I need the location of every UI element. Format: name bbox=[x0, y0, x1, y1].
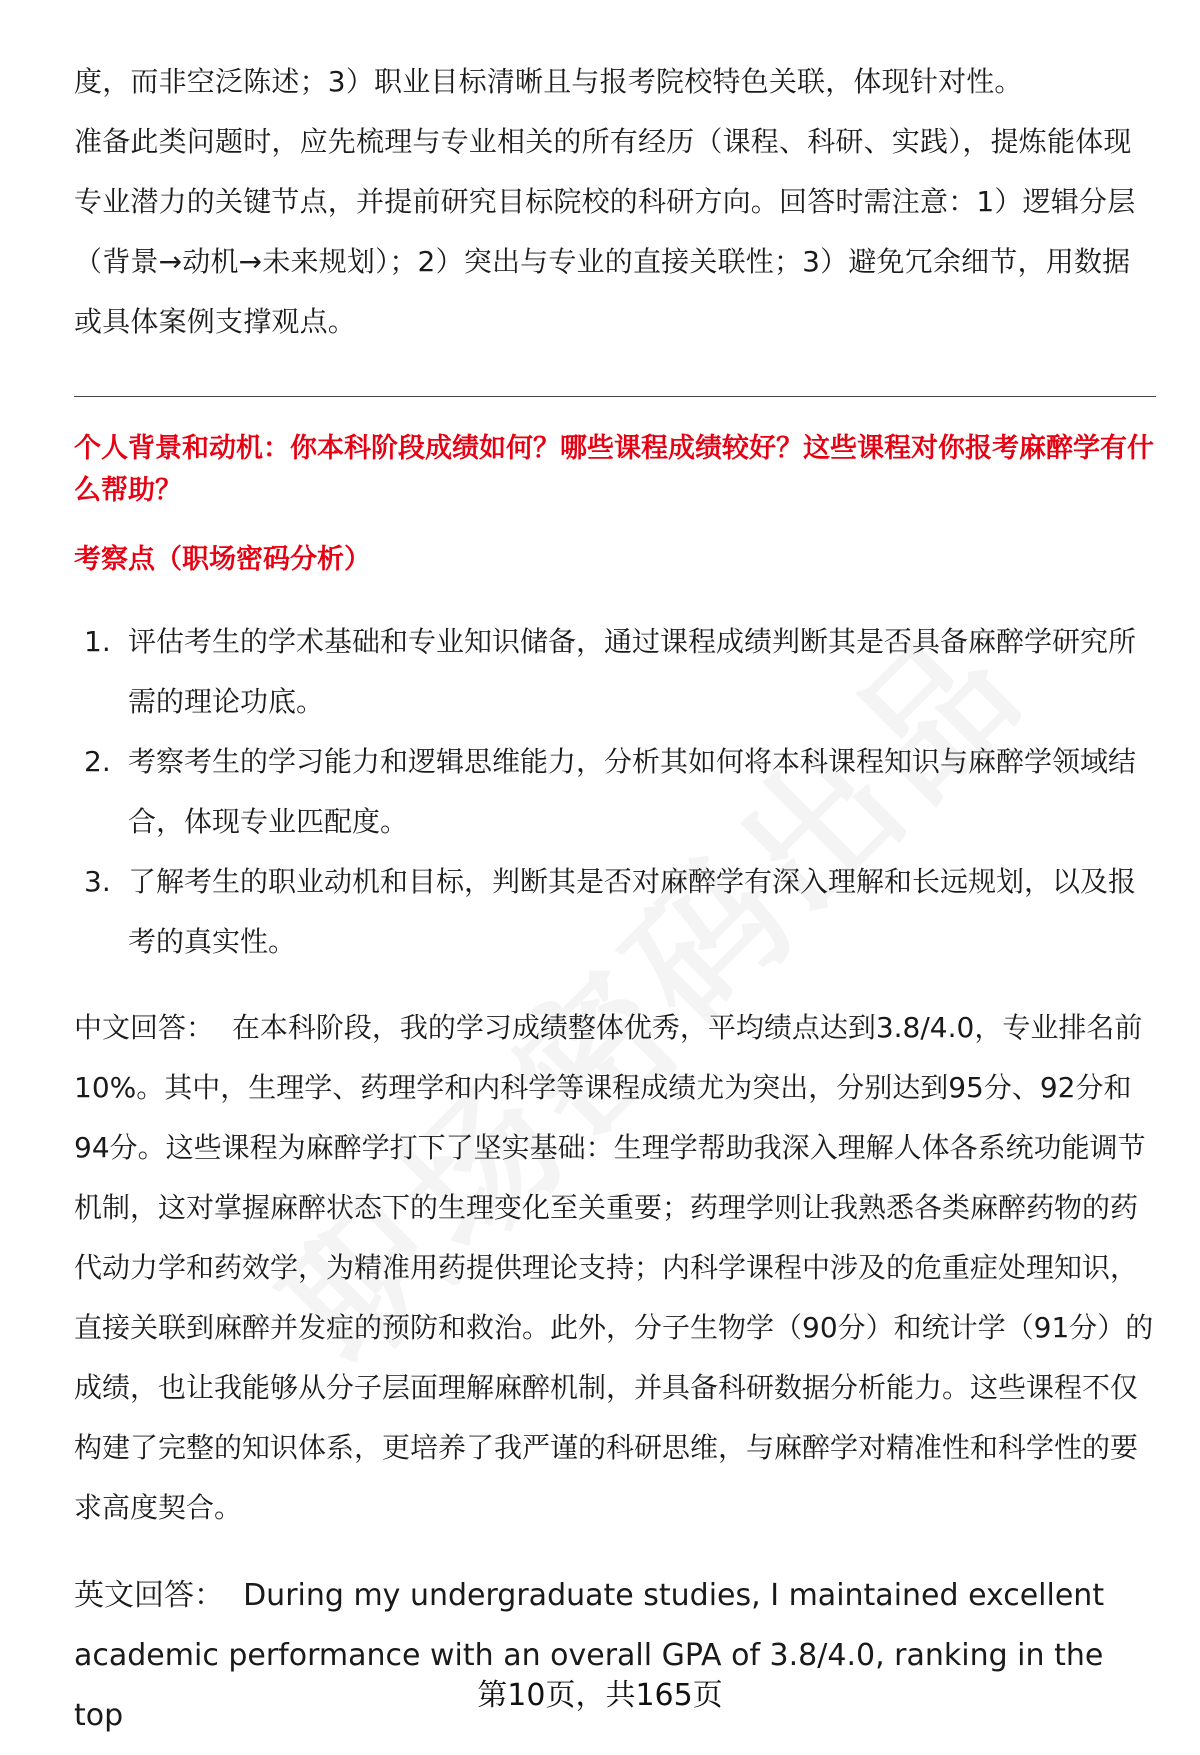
list-number: 1. bbox=[84, 625, 111, 658]
list-item bbox=[74, 612, 1156, 732]
list-item bbox=[74, 852, 1156, 972]
intro-section bbox=[74, 52, 1156, 352]
english-answer bbox=[74, 1566, 1156, 1746]
assessment-subtitle: 考察点（职场密码分析） bbox=[74, 544, 371, 575]
list-text: 评估考生的学术基础和专业知识储备，通过课程成绩判断其是否具备麻醉学研究所需的理论功底。 bbox=[128, 625, 1137, 718]
list-text: 了解考生的职业动机和目标，判断其是否对麻醉学有深入理解和长远规划，以及报考的真实性。 bbox=[128, 865, 1137, 958]
list-number: 2. bbox=[84, 745, 111, 778]
chinese-answer-label: 中文回答： bbox=[74, 1011, 215, 1044]
list-item bbox=[74, 732, 1156, 852]
list-text: 考察考生的学习能力和逻辑思维能力，分析其如何将本科课程知识与麻醉学领域结合，体现专业匹配度。 bbox=[128, 745, 1137, 838]
section-divider bbox=[74, 396, 1156, 397]
list-number: 3. bbox=[84, 865, 111, 898]
english-answer-label: 英文回答： bbox=[74, 1578, 224, 1613]
english-answer-text: During my undergraduate studies, I maintained excellent academic performance with an overall GPA of 3.8/4.0, ranking in the top bbox=[74, 1578, 1105, 1733]
page-number: 第10页，共165页 bbox=[477, 1678, 723, 1713]
intro-paragraph: 准备此类问题时，应先梳理与专业相关的所有经历（课程、科研、实践），提炼能体现专业潜力的关键节点，并提前研究目标院校的科研方向。回答时需注意：1）逻辑分层（背景→动机→未来规划）；2）突出与专业的直接关联性；3）避免冗余细节，用数据或具体案例支撑观点。 bbox=[74, 125, 1136, 338]
question-title: 个人背景和动机：你本科阶段成绩如何？哪些课程成绩较好？这些课程对你报考麻醉学有什么帮助？ bbox=[74, 433, 1154, 506]
chinese-answer-text: 在本科阶段，我的学习成绩整体优秀，平均绩点达到3.8/4.0，专业排名前10%。其中，生理学、药理学和内科学等课程成绩尤为突出，分别达到95分、92分和94分。这些课程为麻醉学打下了坚实基础：生理学帮助我深入理解人体各系统功能调节机制，这对掌握麻醉状态下的生理变化至关重要；药理学则让我熟悉各类麻醉药物的药代动力学和药效学，为精准用药提供理论支持；内科学课程中涉及的危重症处理知识，直接关联到麻醉并发症的预防和救治。此外，分子生物学（90分）和统计学（91分）的成绩，也让我能够从分子层面理解麻醉机制，并具备科研数据分析能力。这些课程不仅构建了完整的知识体系，更培养了我严谨的科研思维，与麻醉学对精准性和科学性的要求高度契合。 bbox=[74, 1011, 1154, 1524]
assessment-points bbox=[74, 612, 1156, 972]
chinese-answer bbox=[74, 998, 1156, 1538]
intro-line: 度，而非空泛陈述；3）职业目标清晰且与报考院校特色关联，体现针对性。 bbox=[74, 65, 1023, 98]
